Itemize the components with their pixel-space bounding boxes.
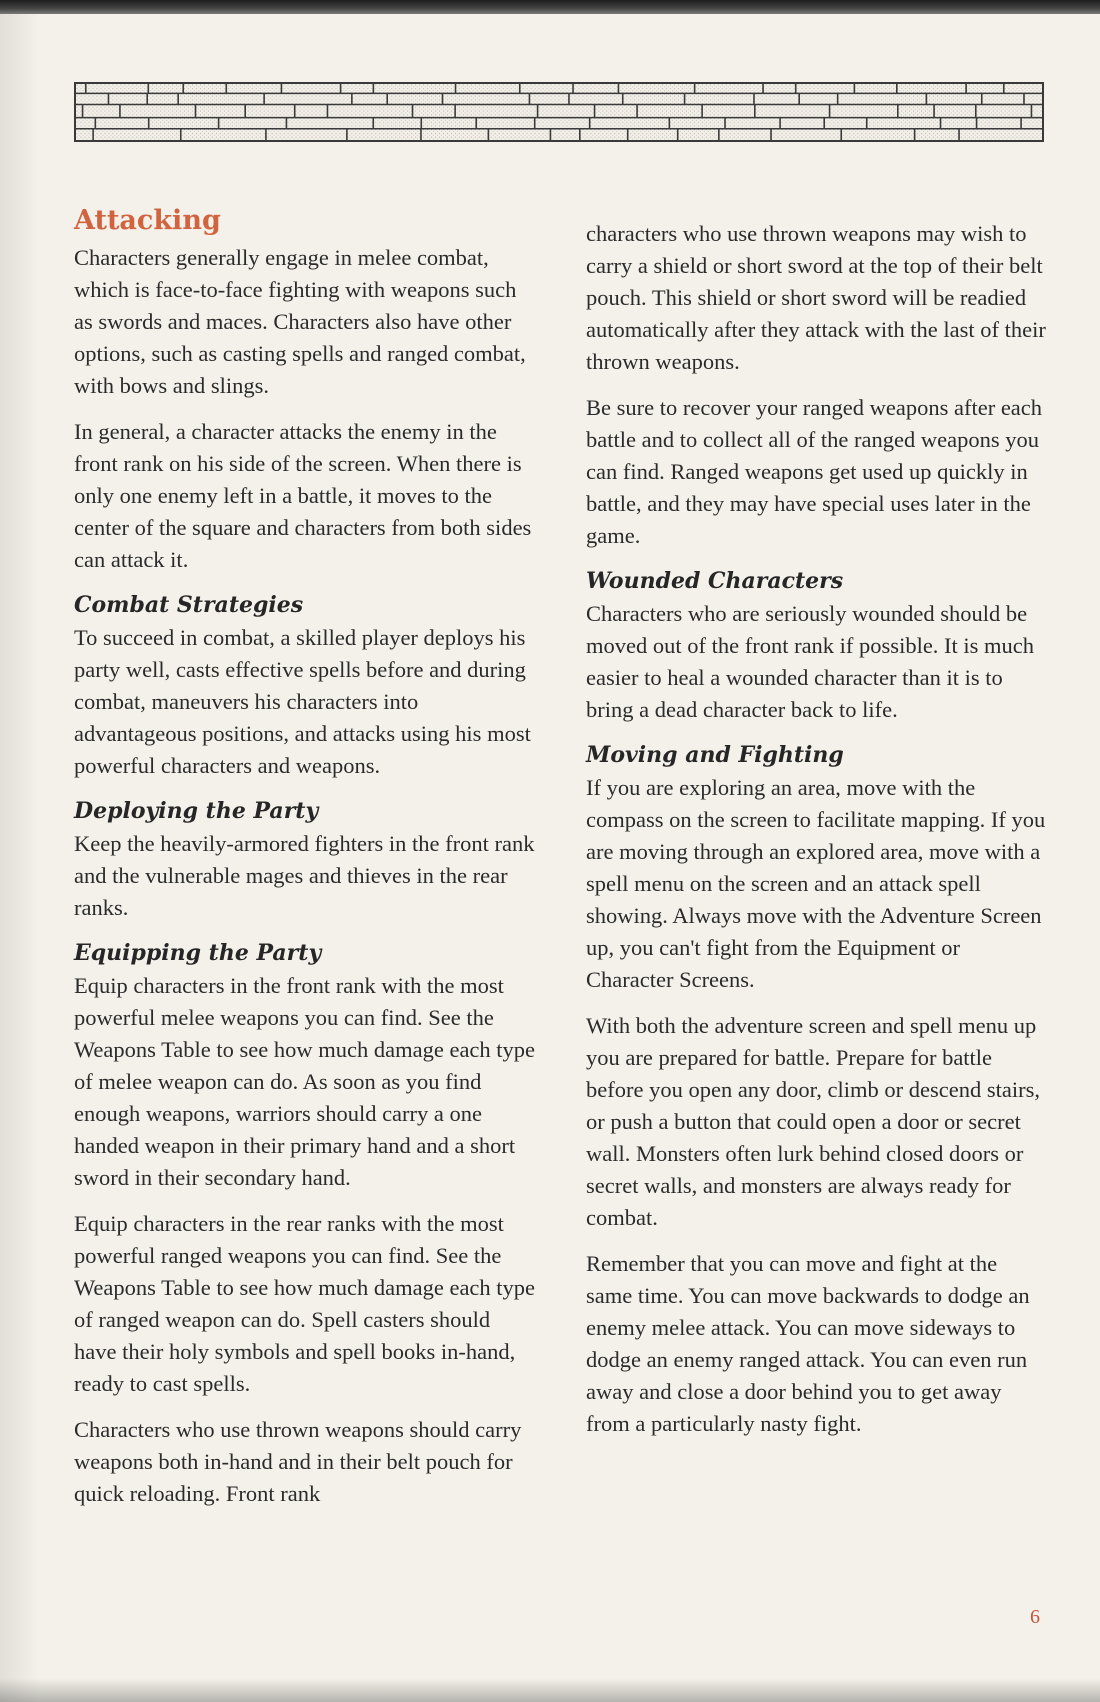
heading-moving-and-fighting: Moving and Fighting [586, 742, 844, 768]
attacking-paragraph-2: In general, a character attacks the enemy in the front rank on his side of the screen. When there is only one enemy left in a battle, it moves to the center of the square and characters from both sides can attack it. [74, 419, 532, 572]
right-paragraph-2: Be sure to recover your ranged weapons after each battle and to collect all of the ranged weapons you can find. Ranged weapons get used up quickly in battle, and they may have special uses later in the game. [586, 395, 1043, 548]
equipping-paragraph-1: Equip characters in the front rank with the most powerful melee weapons you can find. See the Weapons Table to see how much damage each type of melee weapon can do. As soon as you find enough weapons, warriors should carry a one handed weapon in their primary hand and a short sword in their secondary hand. [74, 973, 536, 1190]
heading-deploying-the-party: Deploying the Party [74, 798, 319, 824]
heading-wounded-characters: Wounded Characters [586, 568, 844, 594]
attacking-paragraph-1: Characters generally engage in melee combat, which is face-to-face fighting with weapons such as swords and maces. Characters also have other options, such as casting spells and ranged combat, with bows and slings. [74, 245, 526, 398]
page-gutter-shade [0, 14, 40, 1702]
manual-page [0, 14, 1100, 1702]
heading-attacking: Attacking [74, 205, 221, 236]
stone-wall-banner [74, 82, 1044, 142]
equipping-paragraph-3: Characters who use thrown weapons should carry weapons both in-hand and in their belt pouch for quick reloading. Front rank [74, 1417, 522, 1506]
moving-paragraph-3: Remember that you can move and fight at the same time. You can move backwards to dodge an enemy melee attack. You can move sideways to dodge an enemy ranged attack. You can even run away and close a door behind you to get away from a particularly nasty fight. [586, 1251, 1030, 1436]
equipping-paragraph-2: Equip characters in the rear ranks with the most powerful ranged weapons you can find. See the Weapons Table to see how much damage each type of ranged weapon can do. Spell casters should have their holy symbols and spell books in-hand, ready to cast spells. [74, 1211, 536, 1396]
right-column [586, 204, 1048, 1454]
scan-bottom-edge [0, 1678, 1100, 1702]
right-paragraph-1: characters who use thrown weapons may wish to carry a shield or short sword at the top of their belt pouch. This shield or short sword will be readied automatically after they attack with the last of their thrown weapons. [586, 221, 1046, 374]
heading-equipping-the-party: Equipping the Party [74, 940, 322, 966]
left-column [74, 204, 536, 1524]
moving-paragraph-2: With both the adventure screen and spell menu up you are prepared for battle. Prepare for battle before you open any door, climb or descend stairs, or push a button that could open a door or secret wall. Monsters often lurk behind closed doors or secret walls, and monsters are always ready for combat. [586, 1013, 1040, 1230]
moving-paragraph-1: If you are exploring an area, move with the compass on the screen to facilitate mapping. If you are moving through an explored area, move with a spell menu on the screen and an attack spell showing. Always move with the Adventure Screen up, you can't fight from the Equipment or Character Screens. [586, 775, 1046, 992]
scan-top-edge [0, 0, 1100, 14]
page-number: 6 [1030, 1606, 1040, 1628]
heading-combat-strategies: Combat Strategies [74, 592, 304, 618]
wounded-text: Characters who are seriously wounded should be moved out of the front rank if possible. It is much easier to heal a wounded character than it is to bring a dead character back to life. [586, 601, 1035, 722]
deploying-text: Keep the heavily-armored fighters in the front rank and the vulnerable mages and thieves in the rear ranks. [74, 831, 535, 920]
combat-strategies-text: To succeed in combat, a skilled player deploys his party well, casts effective spells before and during combat, maneuvers his characters into advantageous positions, and attacks using his most powerful characters and weapons. [74, 625, 531, 778]
